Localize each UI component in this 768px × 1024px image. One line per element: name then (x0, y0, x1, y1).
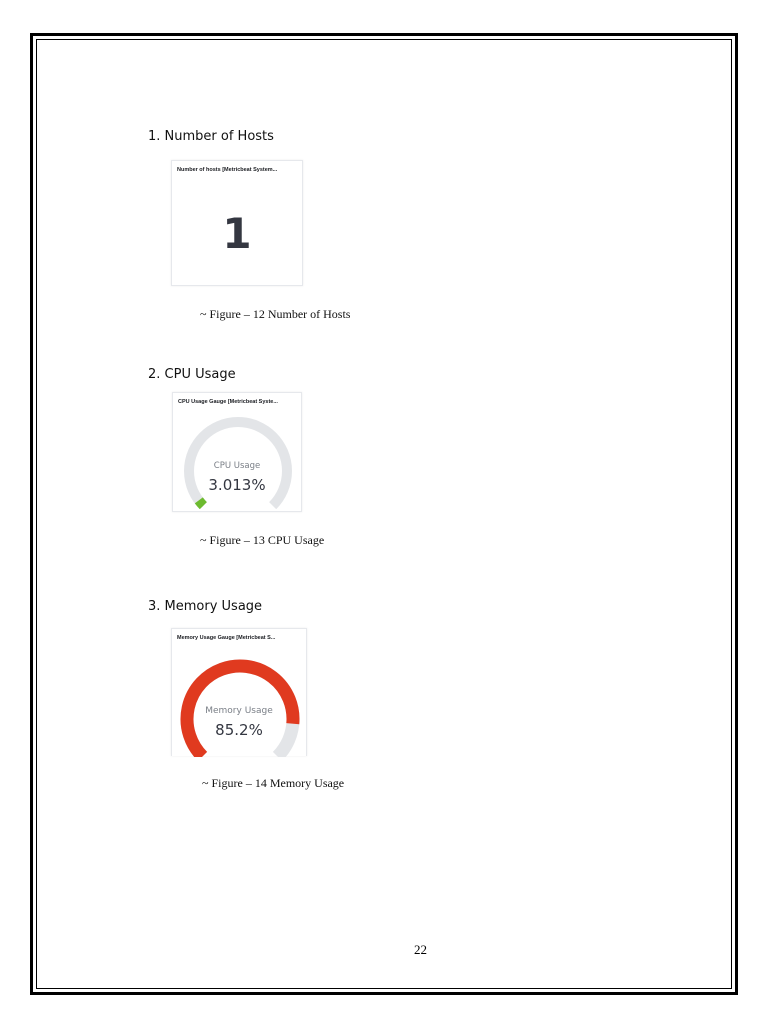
section-heading-hosts: 1. Number of Hosts (148, 129, 274, 144)
memory-gauge-value: 85.2% (215, 721, 263, 739)
hosts-metric-value: 1 (222, 209, 252, 258)
hosts-panel-title: Number of hosts [Metricbeat System... (177, 167, 278, 173)
cpu-panel (172, 392, 302, 512)
cpu-gauge-value: 3.013% (208, 476, 266, 494)
cpu-gauge (173, 393, 303, 513)
cpu-gauge-fill (199, 500, 204, 505)
memory-panel-title: Memory Usage Gauge [Metricbeat S... (177, 635, 276, 641)
figure-caption-memory: ~ Figure – 14 Memory Usage (202, 776, 345, 790)
section-heading-cpu: 2. CPU Usage (148, 367, 236, 382)
hosts-panel (171, 160, 303, 286)
figure-caption-hosts: ~ Figure – 12 Number of Hosts (200, 307, 351, 321)
page-number: 22 (414, 942, 427, 957)
figure-caption-cpu: ~ Figure – 13 CPU Usage (200, 533, 325, 547)
memory-panel (171, 628, 307, 756)
section-heading-memory: 3. Memory Usage (148, 599, 263, 614)
cpu-panel-title: CPU Usage Gauge [Metricbeat Syste... (178, 399, 278, 405)
page-border-inner (36, 39, 732, 989)
cpu-gauge-label: CPU Usage (213, 461, 261, 471)
memory-gauge-label: Memory Usage (205, 706, 273, 716)
